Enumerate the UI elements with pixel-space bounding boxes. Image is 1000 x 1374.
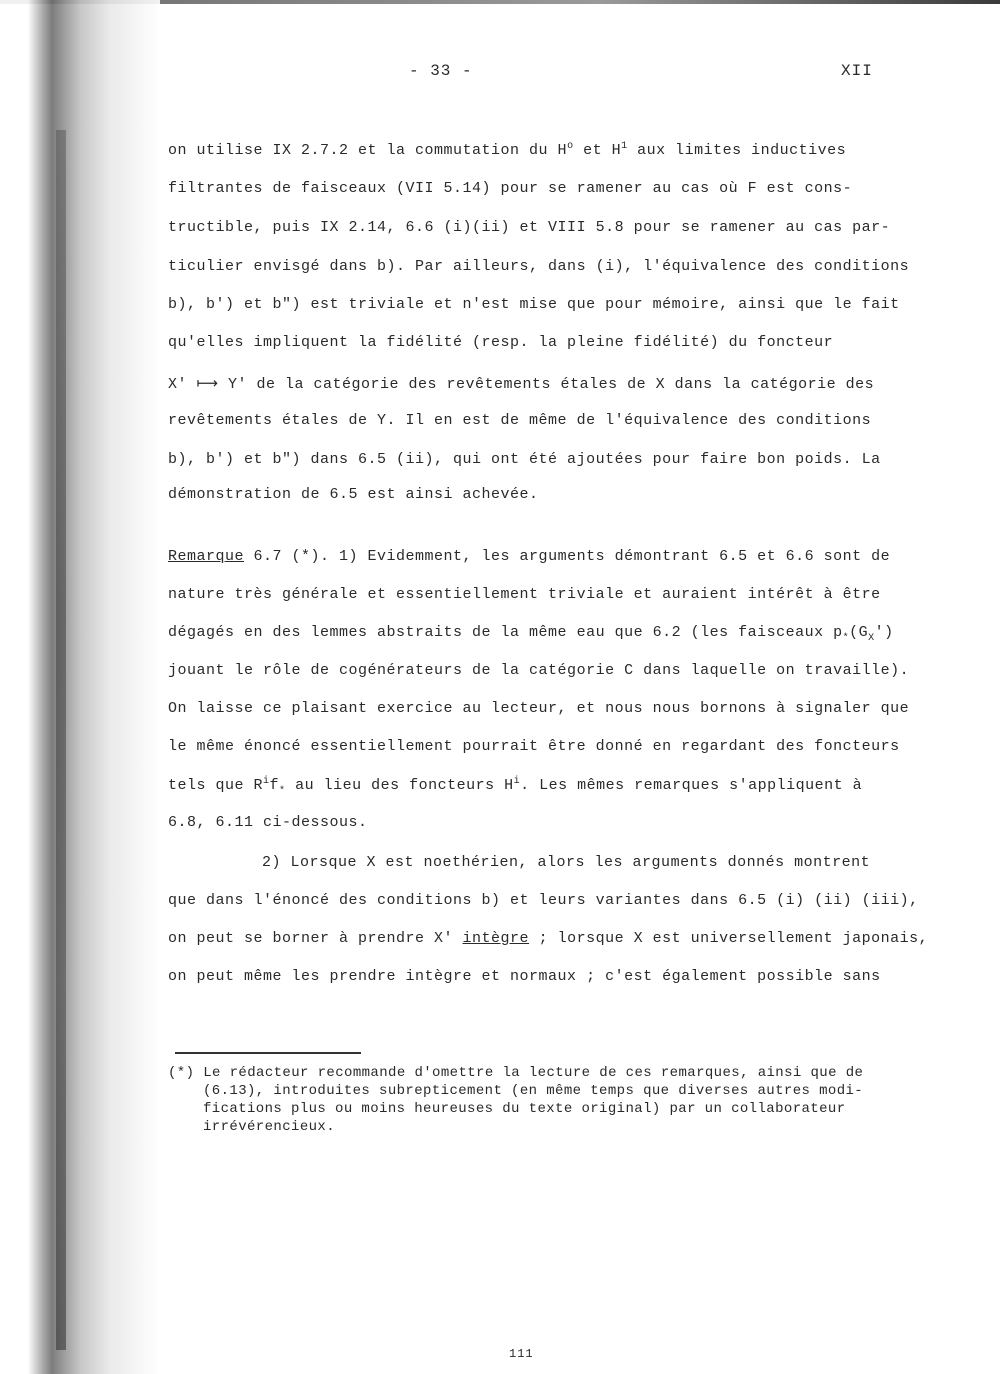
paragraph2-line-3 — [168, 930, 928, 947]
footnote-line-2: (6.13), introduites subrepticement (en même temps que diverses autres modi- — [203, 1083, 864, 1099]
paragraph1-line-6: qu'elles impliquent la fidélité (resp. la pleine fidélité) du foncteur — [168, 334, 834, 351]
text-span: 6.7 (*). 1) Evidemment, les arguments démontrant 6.5 et 6.6 sont de — [244, 548, 891, 565]
text-span: ; lorsque X est universellement japonais, — [529, 930, 929, 947]
text-span: on peut se borner à prendre X' — [168, 930, 463, 947]
footer-page-number: 111 — [509, 1347, 534, 1361]
remark-line-1 — [168, 548, 890, 565]
text-span: . Les mêmes remarques s'appliquent à — [520, 777, 863, 794]
text-span: f — [269, 777, 280, 794]
text-span: au lieu des foncteurs H — [285, 777, 514, 794]
text-span: dégagés en des lemmes abstraits de la même eau que 6.2 (les faisceaux p — [168, 624, 843, 641]
superscript: o — [567, 141, 574, 152]
paragraph1-line-3: tructible, puis IX 2.14, 6.6 (i)(ii) et VIII 5.8 pour se ramener au cas par- — [168, 219, 891, 236]
paragraph1-line-4: ticulier envisgé dans b). Par ailleurs, dans (i), l'équivalence des conditions — [168, 258, 910, 275]
underlined-word: intègre — [462, 930, 530, 947]
paragraph1-line-1 — [168, 141, 846, 159]
text-span: tels que R — [168, 777, 264, 794]
text-span: ') — [874, 624, 894, 641]
text-span: et H — [573, 142, 622, 159]
remark-line-6: le même énoncé essentiellement pourrait être donné en regardant des foncteurs — [168, 738, 900, 755]
remark-line-8: 6.8, 6.11 ci-dessous. — [168, 814, 368, 831]
footnote-line-1: (*) Le rédacteur recommande d'omettre la lecture de ces remarques, ainsi que de — [168, 1065, 864, 1081]
page-number-header: - 33 - — [409, 62, 473, 80]
text-span: (G — [849, 624, 869, 641]
footnote-line-4: irrévérencieux. — [203, 1119, 336, 1135]
superscript: i — [513, 776, 521, 787]
paragraph1-line-10: démonstration de 6.5 est ainsi achevée. — [168, 486, 539, 503]
superscript: i — [263, 776, 270, 787]
superscript: 1 — [621, 141, 628, 152]
remark-title: Remarque — [168, 548, 245, 565]
remark-line-5: On laisse ce plaisant exercice au lecteur, et nous nous bornons à signaler que — [168, 700, 910, 717]
remark-line-2: nature très générale et essentiellement triviale et auraient intérêt à être — [168, 586, 881, 603]
paragraph1-line-7: X' ⟼ Y' de la catégorie des revêtements étales de X dans la catégorie des — [168, 376, 875, 393]
paragraph1-line-8: revêtements étales de Y. Il en est de même de l'équivalence des conditions — [168, 412, 872, 429]
subscript: X — [868, 633, 875, 644]
paragraph2-line-1: 2) Lorsque X est noethérien, alors les arguments donnés montrent — [262, 854, 871, 871]
footnote-rule — [175, 1052, 361, 1054]
remark-line-3 — [168, 624, 894, 644]
remark-line-7 — [168, 776, 862, 797]
paragraph2-line-4: on peut même les prendre intègre et normaux ; c'est également possible sans — [168, 968, 881, 985]
paragraph2-line-2: que dans l'énoncé des conditions b) et leurs variantes dans 6.5 (i) (ii) (iii), — [168, 892, 919, 909]
paragraph1-line-5: b), b') et b") est triviale et n'est mise que pour mémoire, ainsi que le fait — [168, 296, 900, 313]
subscript: * — [279, 786, 286, 797]
binding-edge — [56, 130, 66, 1350]
text-span: aux limites inductives — [627, 142, 847, 159]
binding-shadow — [0, 0, 160, 1374]
text-span: on utilise IX 2.7.2 et la commutation du H — [168, 142, 568, 159]
paragraph1-line-9: b), b') et b") dans 6.5 (ii), qui ont été ajoutées pour faire bon poids. La — [168, 451, 881, 468]
remark-line-4: jouant le rôle de cogénérateurs de la catégorie C dans laquelle on travaille). — [168, 662, 910, 679]
chapter-label: XII — [841, 62, 873, 80]
footnote-line-3: fications plus ou moins heureuses du texte original) par un collaborateur — [203, 1101, 846, 1117]
paragraph1-line-2: filtrantes de faisceaux (VII 5.14) pour se ramener au cas où F est cons- — [168, 180, 853, 197]
subscript: * — [842, 633, 850, 644]
